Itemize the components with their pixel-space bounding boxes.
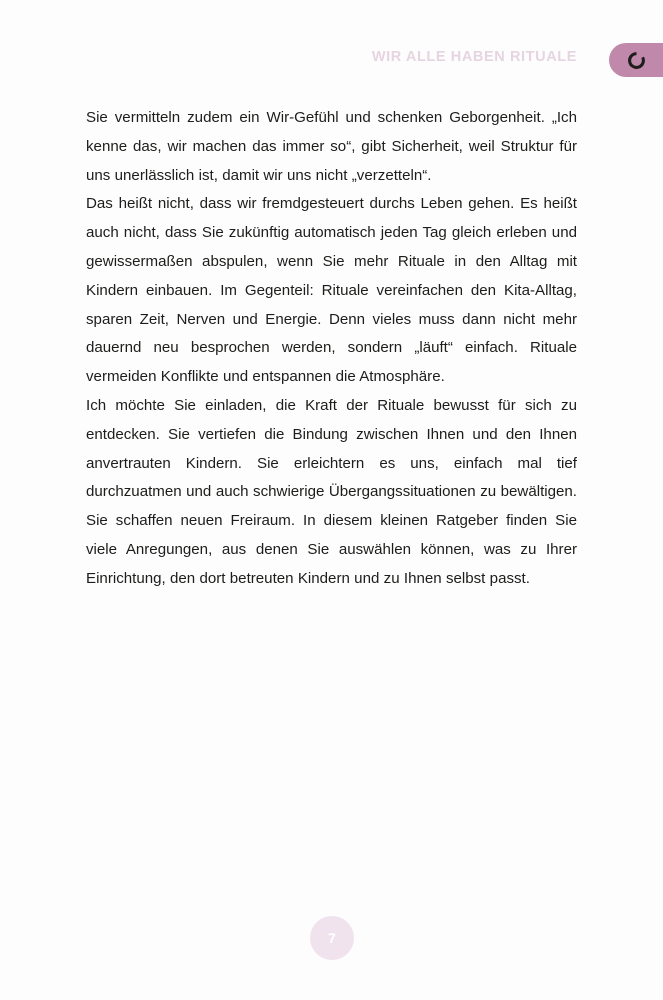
- cycle-ring-icon: [628, 52, 645, 69]
- paragraph-3: Ich möchte Sie einladen, die Kraft der Rituale bewusst für sich zu entdecken. Sie vertiefen die Bindung zwischen Ihnen und den Ihnen anvertrauten Kindern. Sie erleichtern es uns, einfach mal tief durchzuatmen und auch schwierige Übergangssituationen zu bewältigen. Sie schaffen neuen Freiraum. In diesem kleinen Ratgeber finden Sie viele Anregungen, aus denen Sie auswählen können, was zu Ihrer Einrichtung, den dort betreuten Kindern und zu Ihnen selbst passt.: [86, 396, 577, 587]
- paragraph-2: Das heißt nicht, dass wir fremdgesteuert durchs Leben gehen. Es heißt auch nicht, dass Sie zukünftig automatisch jeden Tag gleich erleben und gewissermaßen abspulen, wenn Sie mehr Rituale in den Alltag mit Kindern einbauen. Im Gegenteil: Rituale vereinfachen den Kita-Alltag, sparen Zeit, Nerven und Energie. Denn vieles muss dann nicht mehr dauernd neu besprochen werden, sondern „läuft“ einfach. Rituale vermeiden Konflikte und entspannen die Atmosphäre.: [86, 195, 577, 386]
- paragraph-1: Sie vermitteln zudem ein Wir-Gefühl und schenken Geborgenheit. „Ich kenne das, wir machen das immer so“, gibt Sicherheit, weil Struktur für uns unerlässlich ist, damit wir uns nicht „verzetteln“.: [86, 109, 577, 184]
- page-number: 7: [328, 930, 336, 946]
- page-number-badge: [310, 916, 354, 960]
- running-header-title: WIR ALLE HABEN RITUALE: [371, 49, 577, 65]
- body-text-column: [86, 104, 577, 594]
- chapter-side-tab[interactable]: [609, 43, 663, 77]
